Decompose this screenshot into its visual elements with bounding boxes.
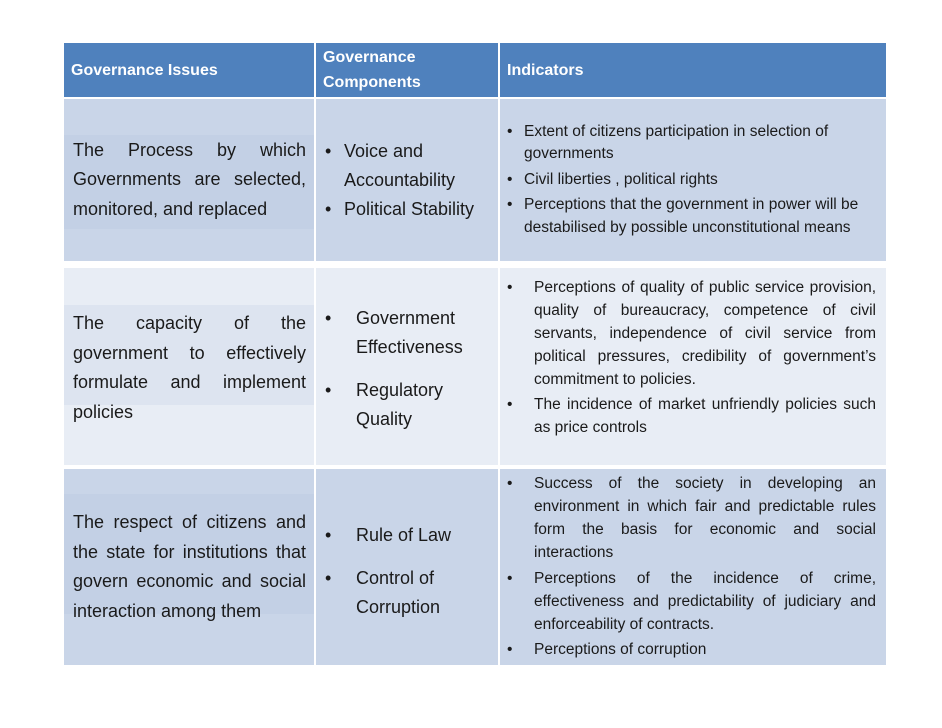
row-2-issue-cell <box>64 268 314 465</box>
header-issues <box>64 43 314 97</box>
row-3-components-list <box>322 513 498 630</box>
indicator-crime-judiciary: • Perceptions of the incidence of crime, effectiveness and predictability of judiciary and enforceability of contracts. <box>500 567 876 636</box>
row-1-issue-cell <box>64 99 314 261</box>
row-1-indicators-cell <box>500 99 886 261</box>
row-2-issue-text: The capacity of the government to effectively formulate and implement policies <box>73 313 306 422</box>
indicator-corruption: • Perceptions of corruption <box>500 638 876 661</box>
row-3-issue-text: The respect of citizens and the state for institutions that govern economic and social interaction among them <box>73 512 306 621</box>
indicator-market-unfriendly-policies: • The incidence of market unfriendly policies such as price controls <box>500 393 876 439</box>
indicator-citizen-participation: • Extent of citizens participation in selection of governments <box>500 121 876 166</box>
component-voice-accountability: • Voice and Accountability <box>322 137 498 195</box>
row-3-issue-cell <box>64 469 314 665</box>
component-control-of-corruption: • Control of Corruption <box>322 564 498 622</box>
row-3-components-cell <box>316 469 498 665</box>
row-2-indicators-list <box>500 276 876 439</box>
header-indicators-label: Indicators <box>507 61 584 79</box>
row-1-indicators-list <box>500 121 876 240</box>
header-components-label: Governance Components <box>323 49 421 91</box>
row-3-indicators-cell <box>500 469 886 665</box>
component-rule-of-law: • Rule of Law <box>322 521 498 550</box>
component-political-stability: • Political Stability <box>322 195 498 224</box>
header-indicators <box>500 43 886 97</box>
row-2-components-cell <box>316 268 498 465</box>
row-2-indicators-cell <box>500 268 886 465</box>
indicator-destabilisation: • Perceptions that the government in power will be destabilised by possible unconstitutional means <box>500 194 876 239</box>
indicator-fair-rules: • Success of the society in developing an environment in which fair and predictable rules form the basis for economic and social interactions <box>500 472 876 564</box>
indicator-civil-liberties: • Civil liberties , political rights <box>500 169 876 192</box>
header-issues-label: Governance Issues <box>71 61 218 79</box>
indicator-public-service-quality: • Perceptions of quality of public service provision, quality of bureaucracy, competence of civil servants, independence of civil service from political pressures, credibility of government’s commitment to policies. <box>500 276 876 391</box>
component-government-effectiveness: • Government Effectiveness <box>322 304 498 362</box>
row-2-components-list <box>322 296 498 442</box>
row-3-indicators-list <box>500 472 876 661</box>
row-1-components-cell <box>316 99 498 261</box>
row-1-issue-text: The Process by which Governments are selected, monitored, and replaced <box>73 139 306 219</box>
component-regulatory-quality: • Regulatory Quality <box>322 376 498 434</box>
header-components <box>316 43 498 97</box>
row-1-components-list <box>322 137 498 224</box>
